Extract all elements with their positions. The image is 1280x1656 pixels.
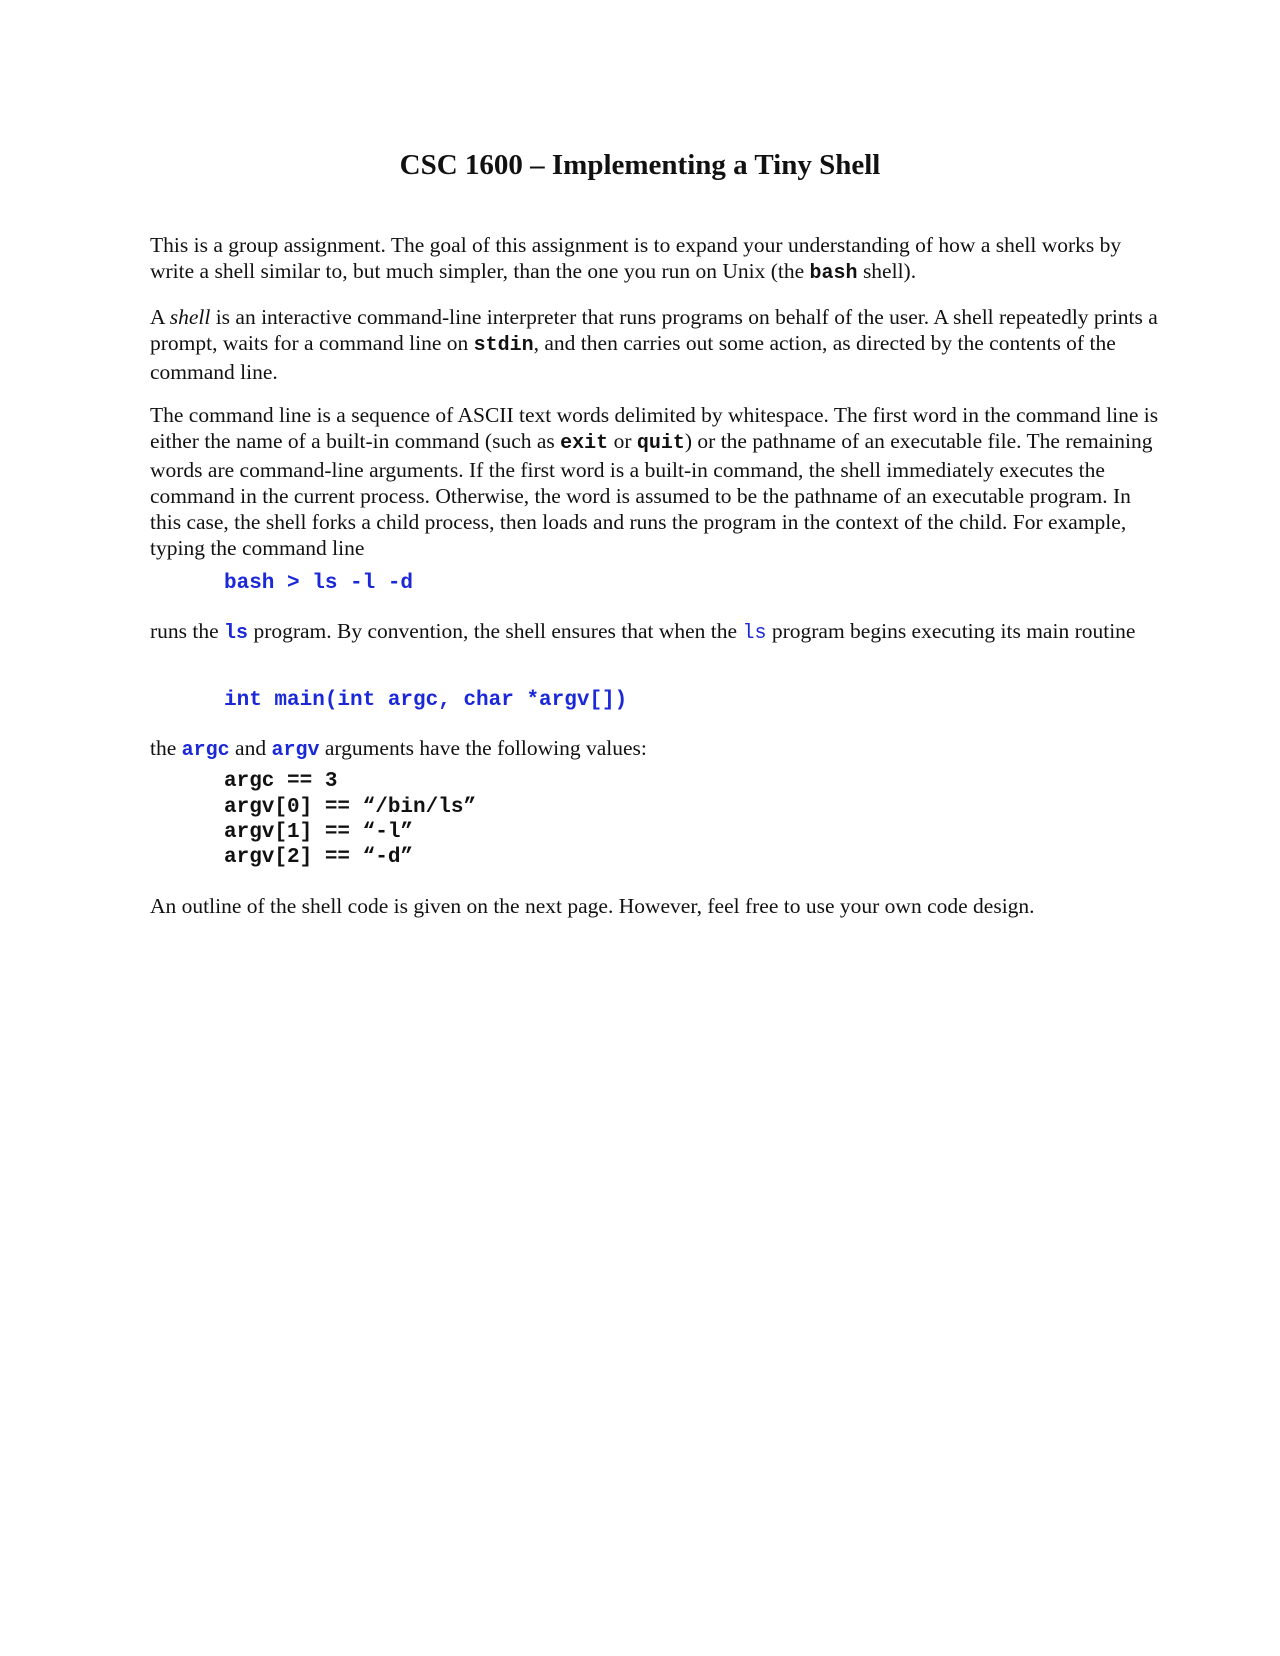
shell-def-text-c: , and then carries out some action, as directed by the contents of the command line. [150, 331, 1116, 384]
cmdline-text-a: The command line is a sequence of ASCII text words delimited by whitespace. The first word in the command line is either the name of a built-in command (such as [150, 403, 1159, 453]
shell-italic: shell [169, 305, 211, 329]
cmdline-text-c: ) or the pathname of an executable file. The remaining words are command-line arguments. If the first word is a built-in command, the shell immediately executes the command in the current process. Otherwise, the word is assumed to be the pathname of an executable program. In this case, the shell forks a child process, then loads and runs the program in the context of the child. For example, typing the command line [150, 429, 1153, 560]
main-signature-code: int main(int argc, char *argv[]) [224, 689, 628, 712]
intro-text-b: shell). [857, 259, 917, 283]
args-text-a: the [150, 736, 182, 760]
argc-argv-paragraph [150, 735, 1160, 764]
exit-code: exit [560, 432, 609, 455]
shell-def-text-b: is an interactive command-line interpreter that runs programs on behalf of the user. A shell repeatedly prints a prompt, waits for a command line on [150, 305, 1158, 355]
values-line: argv[0] == “/bin/ls” [224, 796, 477, 819]
values-line: argv[2] == “-d” [224, 846, 414, 869]
intro-paragraph [150, 232, 1160, 287]
values-line: argc == 3 [224, 770, 338, 793]
shell-definition-paragraph [150, 304, 1160, 385]
command-example-code: bash > ls -l -d [224, 572, 414, 595]
shell-def-text-a: A [150, 305, 170, 329]
cmdline-text-b: or [608, 429, 637, 453]
page-title: CSC 1600 – Implementing a Tiny Shell [399, 149, 881, 181]
stdin-code: stdin [473, 334, 534, 357]
args-text-c: arguments have the following values: [319, 736, 647, 760]
ls-code-bold: ls [224, 622, 249, 645]
intro-text-a: This is a group assignment. The goal of this assignment is to expand your understanding of how a shell works by write a shell similar to, but much simpler, than the one you run on Unix (the [150, 233, 1122, 283]
ls-text-a: runs the [150, 619, 225, 643]
ls-text-c: program begins executing its main routine [766, 619, 1136, 643]
ls-paragraph [150, 618, 1160, 647]
ls-code-plain: ls [742, 622, 767, 645]
ls-text-b: program. By convention, the shell ensures that when the [248, 619, 743, 643]
args-text-b: and [229, 736, 272, 760]
bash-code: bash [809, 262, 858, 285]
command-line-paragraph [150, 402, 1160, 561]
quit-code: quit [636, 432, 685, 455]
outline-paragraph [150, 893, 1160, 919]
outline-text: An outline of the shell code is given on the next page. However, feel free to use your own code design. [150, 894, 1035, 918]
values-line: argv[1] == “-l” [224, 821, 414, 844]
argc-code: argc [181, 739, 230, 762]
argv-code: argv [271, 739, 320, 762]
